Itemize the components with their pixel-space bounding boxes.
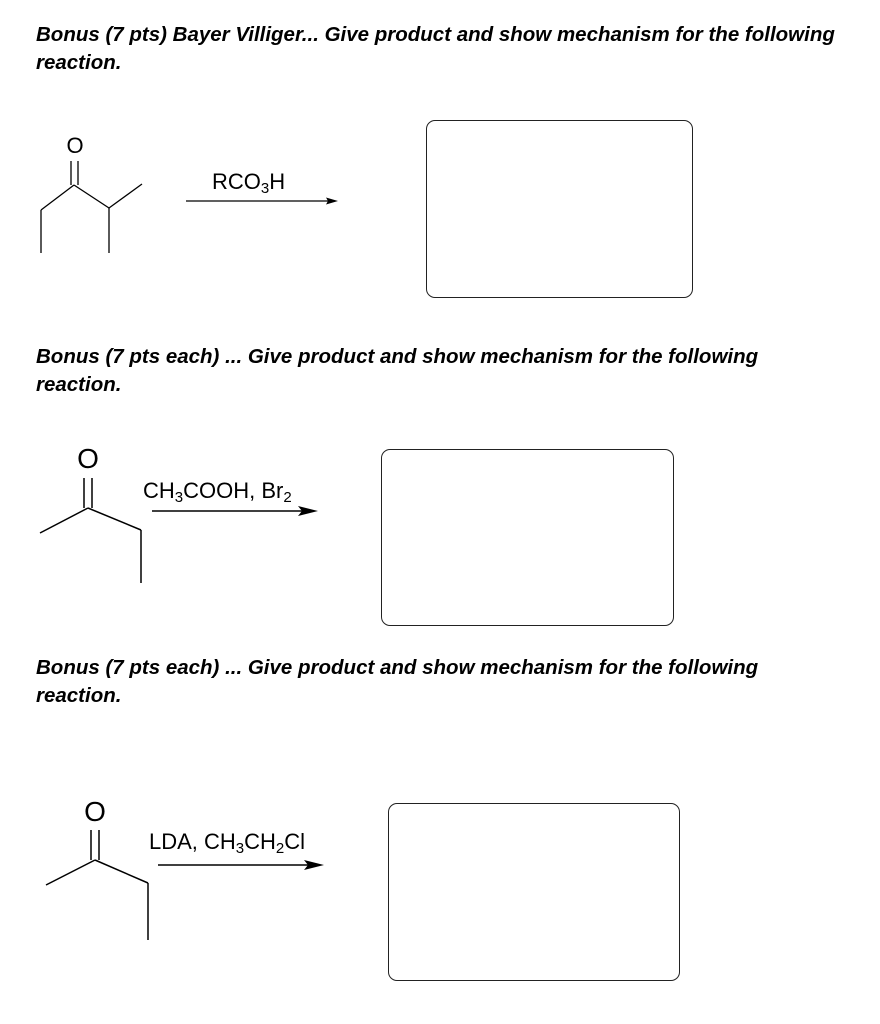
oxygen-label: O [66, 133, 84, 158]
reaction-arrow [152, 505, 322, 517]
reaction-arrow [186, 195, 346, 207]
question-1-prompt: Bonus (7 pts) Bayer Villiger... Give product and show mechanism for the following reaction. [36, 23, 835, 74]
reagent-label: $CH_3COOH$, $Br_2$ [143, 478, 292, 506]
reaction-3 [0, 790, 880, 990]
reaction-arrow [158, 859, 328, 871]
answer-box[interactable] [381, 449, 674, 626]
answer-box[interactable] [426, 120, 693, 298]
reagent-label: $RCO_3H$ [212, 169, 286, 197]
oxygen-label: O [77, 443, 99, 474]
reaction-2 [0, 440, 880, 640]
reagent-label: LDA, $CH_3CH_2Cl$ [149, 829, 306, 857]
reaction-1 [0, 115, 880, 305]
reactant-2-structure [35, 440, 155, 590]
answer-box[interactable] [388, 803, 680, 981]
oxygen-label: O [84, 796, 106, 827]
reactant-3-structure [42, 790, 162, 945]
question-2-prompt: Bonus (7 pts each) ... Give product and show mechanism for the following reaction. [36, 345, 759, 396]
reactant-1-structure [30, 125, 150, 255]
question-3-prompt: Bonus (7 pts each) ... Give product and show mechanism for the following reaction. [36, 656, 759, 707]
